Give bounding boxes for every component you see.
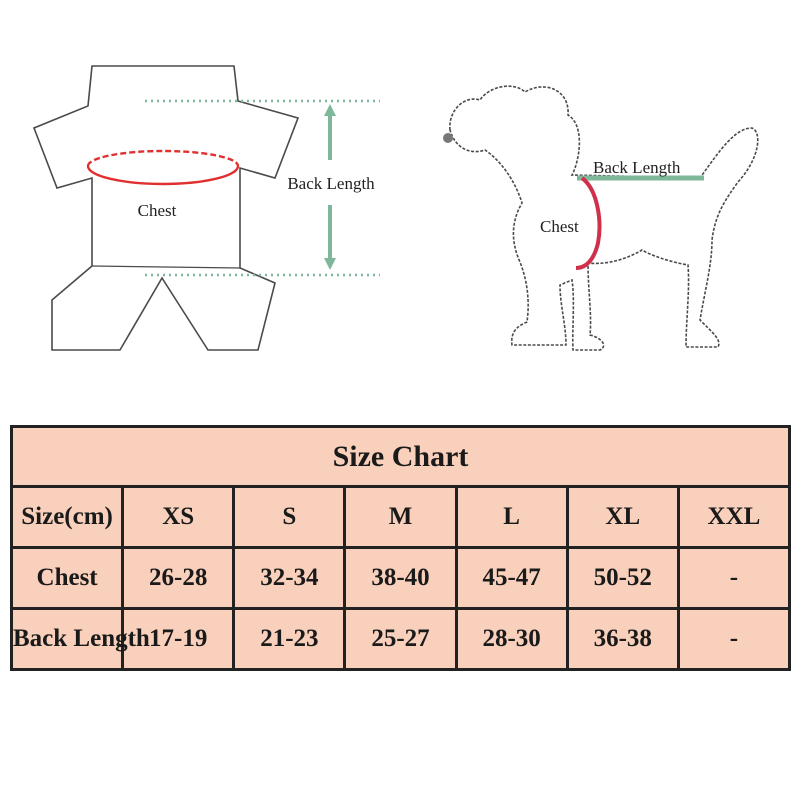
- size-header-m: M: [345, 487, 456, 548]
- measurement-diagram: [0, 0, 800, 395]
- size-header-l: L: [456, 487, 567, 548]
- table-cell: 17-19: [123, 609, 234, 670]
- size-chart-table: [10, 425, 791, 671]
- row-label-chest: Chest: [12, 548, 123, 609]
- table-cell: 32-34: [234, 548, 345, 609]
- size-chart-title-row: [12, 427, 790, 487]
- size-column-header: Size(cm): [12, 487, 123, 548]
- table-row: [12, 548, 790, 609]
- dog-chest-label: Chest: [540, 217, 579, 236]
- table-cell: -: [678, 548, 789, 609]
- size-chart-header-row: [12, 487, 790, 548]
- table-row: [12, 609, 790, 670]
- size-chart-title: Size Chart: [12, 427, 790, 487]
- garment-back-length-arrowhead-bottom: [324, 258, 336, 270]
- table-cell: 26-28: [123, 548, 234, 609]
- garment-back-length-arrowhead-top: [324, 104, 336, 116]
- table-cell: 25-27: [345, 609, 456, 670]
- dog-nose: [443, 133, 453, 143]
- size-header-xxl: XXL: [678, 487, 789, 548]
- table-cell: 45-47: [456, 548, 567, 609]
- garment-chest-label: Chest: [137, 201, 177, 220]
- table-cell: 21-23: [234, 609, 345, 670]
- size-header-xl: XL: [567, 487, 678, 548]
- dog-outline: [450, 86, 758, 350]
- size-header-s: S: [234, 487, 345, 548]
- size-header-xs: XS: [123, 487, 234, 548]
- row-label-back-length: Back Length: [12, 609, 123, 670]
- table-cell: 38-40: [345, 548, 456, 609]
- table-cell: 50-52: [567, 548, 678, 609]
- table-cell: 28-30: [456, 609, 567, 670]
- table-cell: -: [678, 609, 789, 670]
- dog-back-length-label: Back Length: [593, 158, 681, 177]
- garment-back-length-label: Back Length: [287, 174, 375, 193]
- dog-figure: [443, 86, 758, 350]
- table-cell: 36-38: [567, 609, 678, 670]
- clothing-garment: [34, 66, 380, 350]
